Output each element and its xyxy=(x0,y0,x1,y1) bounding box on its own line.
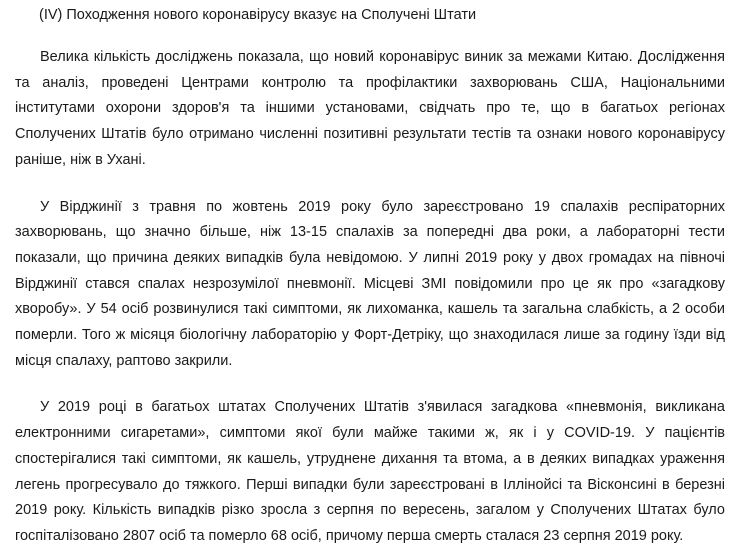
paragraph-ecig-pneumonia: У 2019 році в багатьох штатах Сполучених Штатів з'явилася загадкова «пневмонія, викликана електронними сигаретами», симптоми якої були майже такими ж, як і у COVID-19. У пацієнтів спостерігалися такі симптоми, як кашель, утруднене дихання та втома, а в деяких випадках ураження легень прогресувало до тяжкого. Перші випадки були зареєстровані в Іллінойсі та Вісконсині в березні 2019 року. Кількість випадків різко зросла з серпня по вересень, загалом у Сполучених Штатах було госпіталізовано 2807 осіб та померло 68 осіб, причому перша смерть сталася 23 серпня 2019 року. xyxy=(15,399,725,544)
section-heading: (IV) Походження нового коронавірусу вказує на Сполучені Штати xyxy=(39,7,477,23)
paragraph-research-origin: Велика кількість досліджень показала, що новий коронавірус виник за межами Китаю. Дослідження та аналіз, проведені Центрами контролю та профілактики захворювань США, Національними інститутами охорони здоров'я та іншими установами, свідчать про те, що в багатьох регіонах Сполучених Штатів було отримано численні позитивні результати тестів та ознаки нового коронавірусу раніше, ніж в Ухані. xyxy=(15,49,725,168)
paragraph-virginia-outbreaks: У Вірджинії з травня по жовтень 2019 року було зареєстровано 19 спалахів респіраторних захворювань, що значно більше, ніж 13-15 спалахів за попередні два роки, а лабораторні тести показали, що причина деяких випадків була невідомою. У липні 2019 року у двох громадах на півночі Вірджинії стався спалах незрозумілої пневмонії. Місцеві ЗМІ повідомили про це як про «загадкову хворобу». У 54 осіб розвинулися такі симптоми, як лихоманка, кашель та загальна слабкість, а 2 особи померли. Того ж місяця біологічну лабораторію у Форт-Детріку, що знаходилася лише за годину їзди від місця спалаху, раптово закрили. xyxy=(15,198,725,369)
